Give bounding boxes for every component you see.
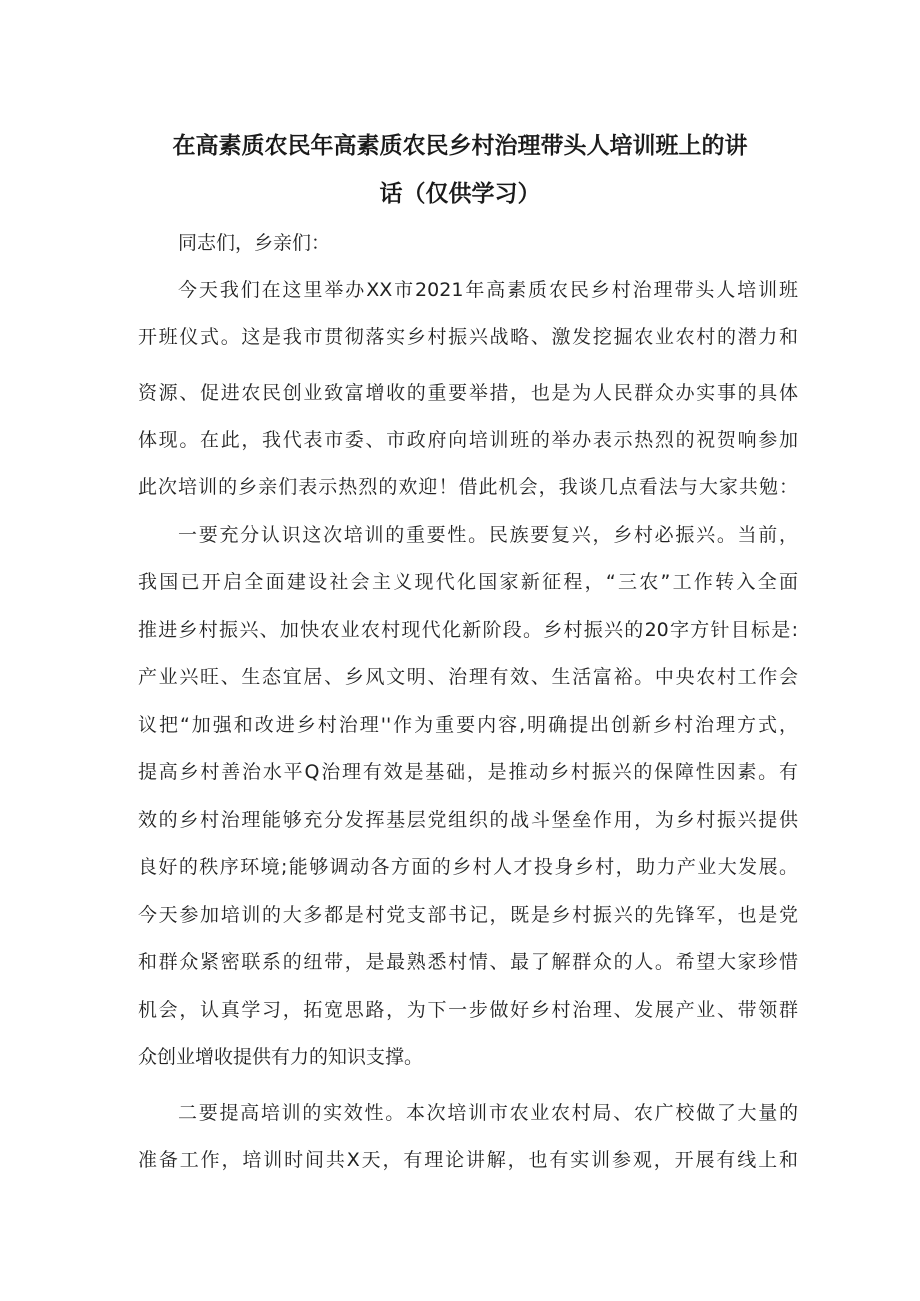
paragraph-line: 今天我们在这里举办XX市2021年高素质农民乡村治理带头人培训班 [178, 279, 798, 301]
salutation: 同志们，乡亲们： [178, 232, 331, 254]
paragraph-line: 众创业增收提供有力的知识支撑。 [138, 1046, 424, 1068]
paragraph-line: 此次培训的乡亲们表示热烈的欢迎！借此机会，我谈几点看法与大家共勉： [138, 476, 798, 498]
paragraph-line: 推进乡村振兴、加快农业农村现代化新阶段。乡村振兴的20字方针目标是: [138, 619, 798, 641]
paragraph-line: 机会，认真学习，拓宽思路，为下一步做好乡村治理、发展产业、带领群 [138, 999, 798, 1021]
paragraph-line: 准备工作，培训时间共X天，有理论讲解，也有实训参观，开展有线上和 [138, 1149, 798, 1171]
document-title-line-2: 话（仅供学习） [379, 181, 541, 207]
document-title-line-1: 在高素质农民年高素质农民乡村治理带头人培训班上的讲 [172, 133, 748, 159]
paragraph-line: 效的乡村治理能够充分发挥基层党组织的战斗堡垒作用，为乡村振兴提供 [138, 809, 798, 831]
paragraph-line: 产业兴旺、生态宜居、乡风文明、治理有效、生活富裕。中央农村工作会 [138, 666, 798, 688]
paragraph-line: 开班仪式。这是我市贯彻落实乡村振兴战略、激发挖掘农业农村的潜力和 [138, 326, 798, 348]
paragraph-line: 议把“加强和改进乡村治理''作为重要内容,明确提出创新乡村治理方式， [138, 714, 798, 736]
paragraph-line: 资源、促进农民创业致富增收的重要举措，也是为人民群众办实事的具体 [138, 382, 798, 404]
paragraph-line: 一要充分认识这次培训的重要性。民族要复兴，乡村必振兴。当前， [178, 524, 798, 546]
paragraph-line: 二要提高培训的实效性。本次培训市农业农村局、农广校做了大量的 [178, 1102, 798, 1124]
paragraph-line: 良好的秩序环境;能够调动各方面的乡村人才投身乡村，助力产业大发展。 [138, 856, 798, 878]
paragraph-line: 今天参加培训的大多都是村党支部书记，既是乡村振兴的先锋军，也是党 [138, 904, 798, 926]
paragraph-line: 和群众紧密联系的纽带，是最熟悉村情、最了解群众的人。希望大家珍惜 [138, 951, 798, 973]
paragraph-line: 提高乡村善治水平Q治理有效是基础，是推动乡村振兴的保障性因素。有 [138, 761, 798, 783]
paragraph-line: 体现。在此，我代表市委、市政府向培训班的举办表示热烈的祝贺响参加 [138, 429, 798, 451]
paragraph-line: 我国已开启全面建设社会主义现代化国家新征程，“三农”工作转入全面 [138, 571, 798, 593]
